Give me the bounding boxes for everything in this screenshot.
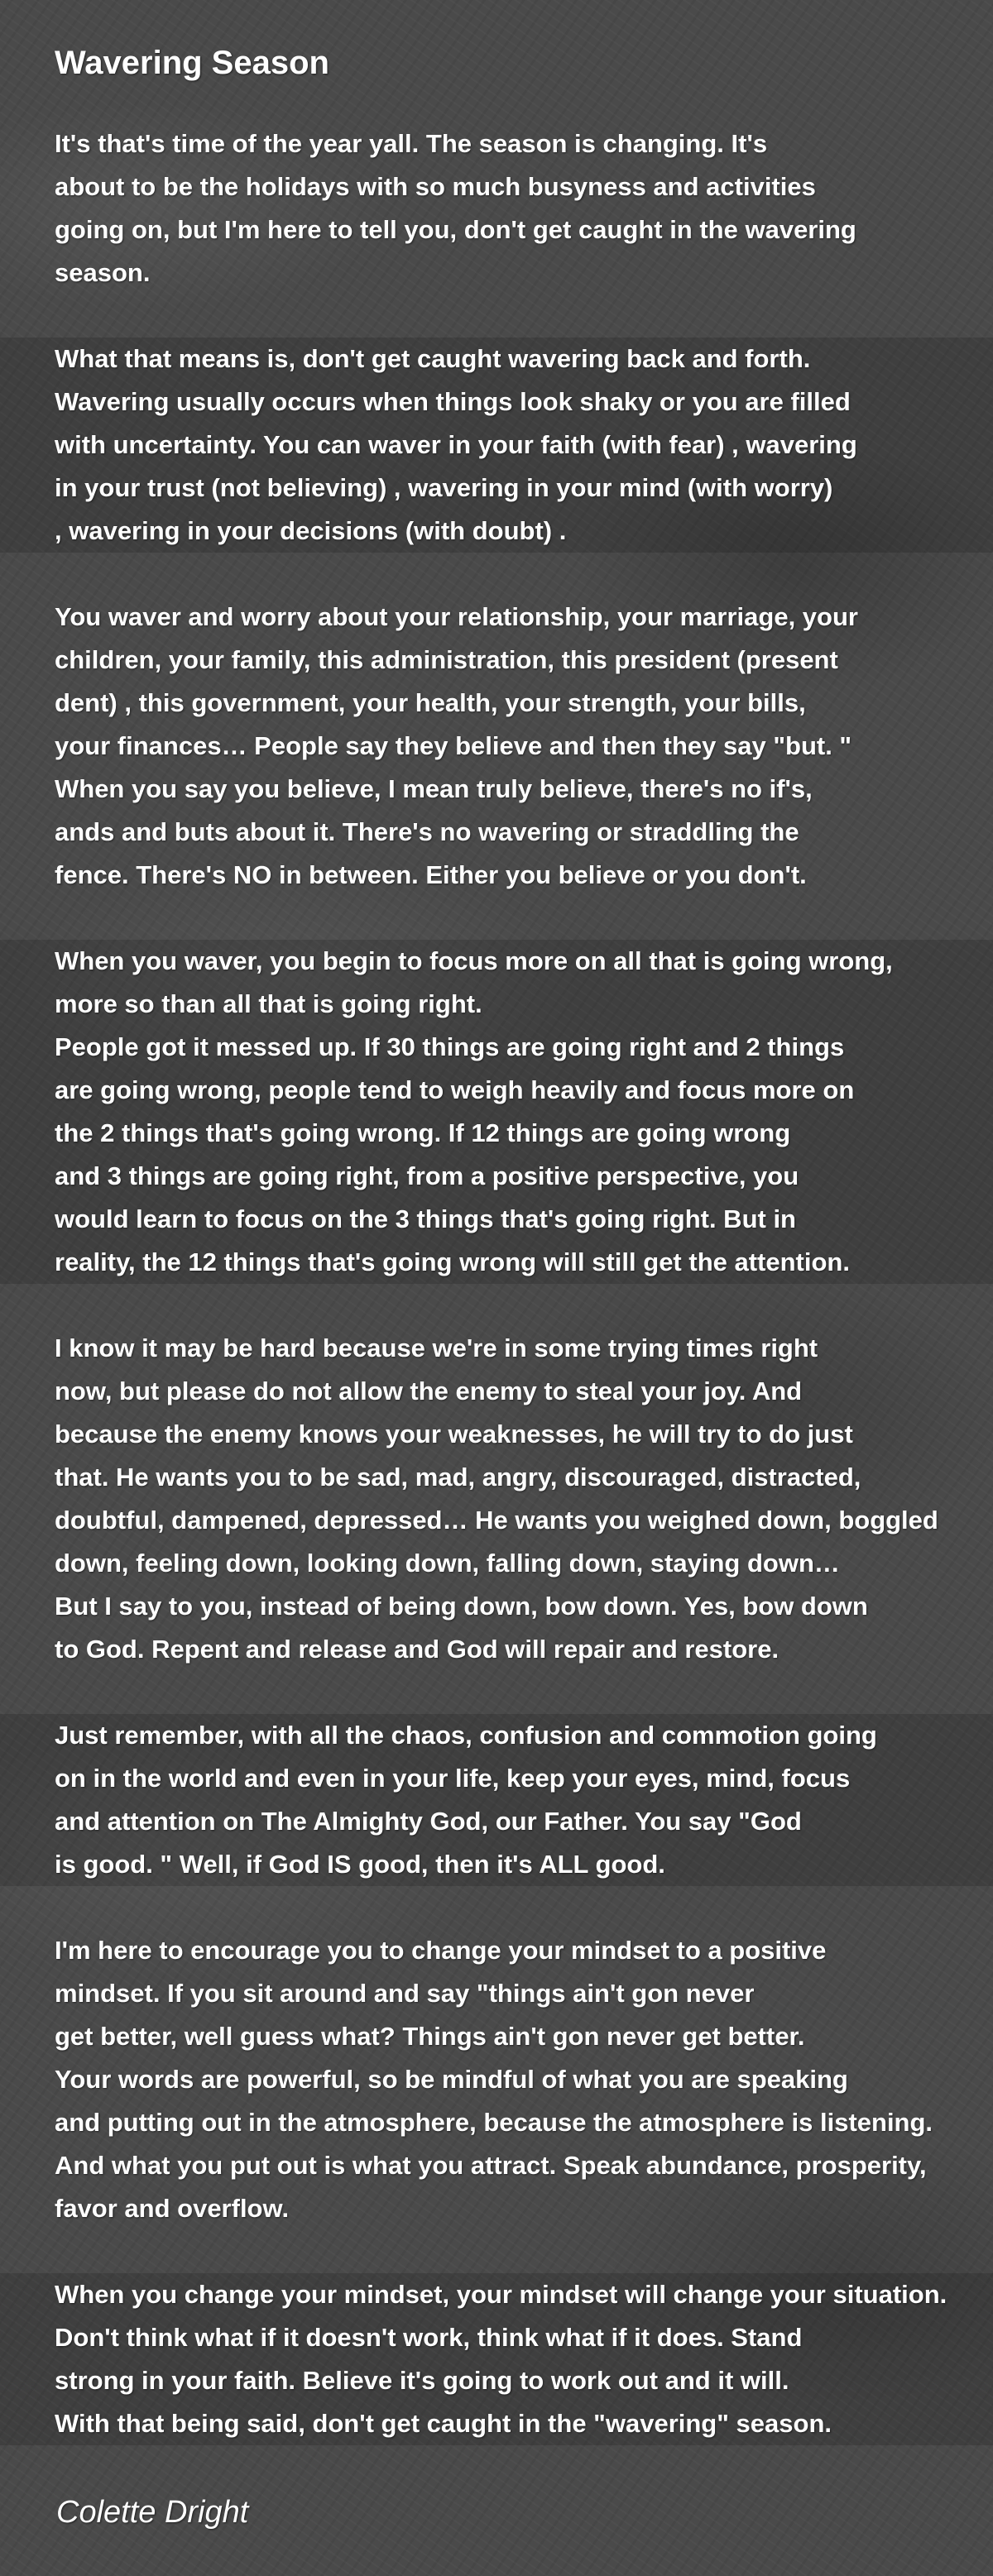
stanza-line: to God. Repent and release and God will repair and restore. — [55, 1635, 780, 1664]
stanza-line: reality, the 12 things that's going wrong will still get the attention. — [55, 1247, 850, 1276]
stanza-line: are going wrong, people tend to weigh heavily and focus more on — [55, 1075, 855, 1104]
stanza-line: and 3 things are going right, from a positive perspective, you — [55, 1161, 799, 1190]
stanza-line: the 2 things that's going wrong. If 12 things are going wrong — [55, 1118, 791, 1147]
stanza-line: With that being said, don't get caught in the "wavering" season. — [55, 2409, 832, 2438]
stanza-4 — [0, 940, 993, 1284]
stanza-3 — [0, 596, 993, 897]
stanza-line: Wavering usually occurs when things look shaky or you are filled — [55, 387, 851, 416]
stanza-line: going on, but I'm here to tell you, don't get caught in the wavering — [55, 215, 856, 244]
stanza-line: fence. There's NO in between. Either you believe or you don't. — [55, 860, 807, 889]
stanza-line: , wavering in your decisions (with doubt) . — [55, 516, 567, 545]
stanza-line: season. — [55, 258, 151, 287]
stanza-line: Your words are powerful, so be mindful of what you are speaking — [55, 2065, 848, 2094]
stanza-7 — [0, 1929, 993, 2230]
stanza-line: dent) , this government, your health, your strength, your bills, — [55, 688, 806, 717]
stanza-line: ands and buts about it. There's no wavering or straddling the — [55, 817, 799, 846]
stanza-line: favor and overflow. — [55, 2194, 290, 2223]
stanza-1 — [0, 122, 993, 294]
stanza-line: You waver and worry about your relationship, your marriage, your — [55, 602, 858, 631]
stanza-line: Don't think what if it doesn't work, think what if it does. Stand — [55, 2323, 803, 2352]
stanza-line: What that means is, don't get caught wavering back and forth. — [55, 344, 811, 373]
stanza-2 — [0, 338, 993, 553]
stanza-line: more so than all that is going right. — [55, 989, 482, 1018]
stanza-line: But I say to you, instead of being down, bow down. Yes, bow down — [55, 1592, 868, 1621]
poem-author: Colette Dright — [56, 2495, 249, 2530]
stanza-line: down, feeling down, looking down, falling down, staying down… — [55, 1549, 840, 1578]
stanza-line: mindset. If you sit around and say "things ain't gon never — [55, 1979, 755, 2008]
stanza-5 — [0, 1327, 993, 1671]
stanza-line: and putting out in the atmosphere, because the atmosphere is listening. — [55, 2108, 933, 2137]
stanza-line: It's that's time of the year yall. The season is changing. It's — [55, 129, 768, 158]
stanza-line: would learn to focus on the 3 things that's going right. But in — [55, 1204, 796, 1233]
stanza-line: strong in your faith. Believe it's going to work out and it will. — [55, 2366, 789, 2395]
stanza-line: your finances… People say they believe and then they say "but. " — [55, 731, 852, 760]
stanza-line: I'm here to encourage you to change your mindset to a positive — [55, 1936, 827, 1965]
stanza-line: and attention on The Almighty God, our Father. You say "God — [55, 1807, 802, 1836]
stanza-8 — [0, 2273, 993, 2445]
stanza-line: in your trust (not believing) , wavering in your mind (with worry) — [55, 473, 833, 502]
stanza-line: When you say you believe, I mean truly believe, there's no if's, — [55, 774, 813, 803]
stanza-line: is good. " Well, if God IS good, then it's ALL good. — [55, 1850, 665, 1879]
stanza-line: get better, well guess what? Things ain't gon never get better. — [55, 2022, 805, 2051]
stanza-line: People got it messed up. If 30 things are going right and 2 things — [55, 1032, 845, 1061]
stanza-line: Just remember, with all the chaos, confusion and commotion going — [55, 1721, 877, 1750]
stanza-line: now, but please do not allow the enemy to steal your joy. And — [55, 1377, 803, 1405]
stanza-line: When you change your mindset, your mindset will change your situation. — [55, 2280, 947, 2309]
stanza-line: And what you put out is what you attract. Speak abundance, prosperity, — [55, 2151, 927, 2180]
stanza-line: When you waver, you begin to focus more on all that is going wrong, — [55, 946, 893, 975]
stanza-line: with uncertainty. You can waver in your faith (with fear) , wavering — [55, 430, 857, 459]
stanza-line: I know it may be hard because we're in some trying times right — [55, 1333, 818, 1362]
stanza-line: because the enemy knows your weaknesses, he will try to do just — [55, 1420, 853, 1448]
stanza-line: that. He wants you to be sad, mad, angry, discouraged, distracted, — [55, 1463, 861, 1491]
stanza-line: about to be the holidays with so much busyness and activities — [55, 172, 816, 201]
stanza-line: children, your family, this administration, this president (present — [55, 645, 838, 674]
stanza-line: doubtful, dampened, depressed… He wants you weighed down, boggled — [55, 1506, 938, 1535]
stanza-line: on in the world and even in your life, keep your eyes, mind, focus — [55, 1764, 851, 1793]
stanza-6 — [0, 1714, 993, 1886]
poem-title: Wavering Season — [55, 45, 329, 81]
